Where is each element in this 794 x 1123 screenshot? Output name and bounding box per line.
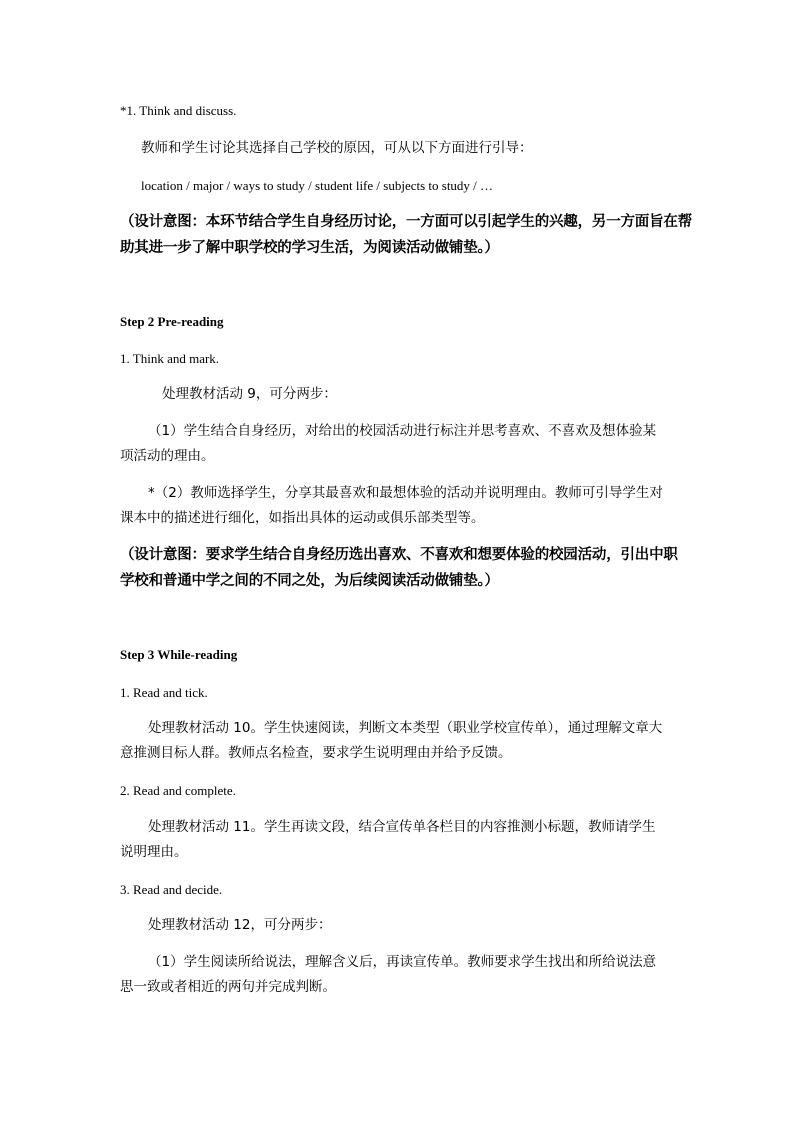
step3-task1-title: 1. Read and tick. xyxy=(120,685,208,700)
step2-task1-p2-line-2: 课本中的描述进行细化，如指出具体的运动或俱乐部类型等。 xyxy=(120,510,485,526)
think-discuss-topics: location / major / ways to study / student life / subjects to study / … xyxy=(141,178,494,193)
step2-task1-p1-line-1: （1）学生结合自身经历，对给出的校园活动进行标注并思考喜欢、不喜欢及想体验某 xyxy=(148,423,657,439)
think-discuss-intro: 教师和学生讨论其选择自己学校的原因，可从以下方面进行引导： xyxy=(141,140,533,156)
design-intent-1-line-1: （设计意图：本环节结合学生自身经历讨论，一方面可以引起学生的兴趣，另一方面旨在帮 xyxy=(120,214,692,230)
step2-task1-p1-line-2: 项活动的理由。 xyxy=(120,448,215,464)
step3-task2-line-2: 说明理由。 xyxy=(120,844,188,860)
step3-task3-p1-line-1: （1）学生阅读所给说法，理解含义后，再读宣传单。教师要求学生找出和所给说法意 xyxy=(148,954,657,970)
step3-task2-title: 2. Read and complete. xyxy=(120,783,236,798)
design-intent-2-line-1: （设计意图：要求学生结合自身经历选出喜欢、不喜欢和想要体验的校园活动，引出中职 xyxy=(120,547,678,563)
step3-task1-line-2: 意推测目标人群。教师点名检查，要求学生说明理由并给予反馈。 xyxy=(120,745,512,761)
step2-task1-intro: 处理教材活动 9，可分两步： xyxy=(162,386,337,402)
task-title-think-discuss: *1. Think and discuss. xyxy=(120,103,237,118)
step2-task1-title: 1. Think and mark. xyxy=(120,351,220,366)
design-intent-2-line-2: 学校和普通中学之间的不同之处，为后续阅读活动做铺垫。） xyxy=(120,573,499,589)
design-intent-1-line-2: 助其进一步了解中职学校的学习生活，为阅读活动做铺垫。） xyxy=(120,240,499,256)
step2-heading: Step 2 Pre-reading xyxy=(120,314,224,329)
step3-task2-line-1: 处理教材活动 11。学生再读文段，结合宣传单各栏目的内容推测小标题，教师请学生 xyxy=(148,819,656,835)
step3-task3-p1-line-2: 思一致或者相近的两句并完成判断。 xyxy=(120,979,336,995)
step2-task1-p2-line-1: *（2）教师选择学生，分享其最喜欢和最想体验的活动并说明理由。教师可引导学生对 xyxy=(148,485,663,501)
step3-task1-line-1: 处理教材活动 10。学生快速阅读，判断文本类型（职业学校宣传单），通过理解文章大 xyxy=(148,720,663,736)
step3-task3-intro: 处理教材活动 12，可分两步： xyxy=(148,917,332,933)
step3-heading: Step 3 While-reading xyxy=(120,647,238,662)
step3-task3-title: 3. Read and decide. xyxy=(120,882,223,897)
